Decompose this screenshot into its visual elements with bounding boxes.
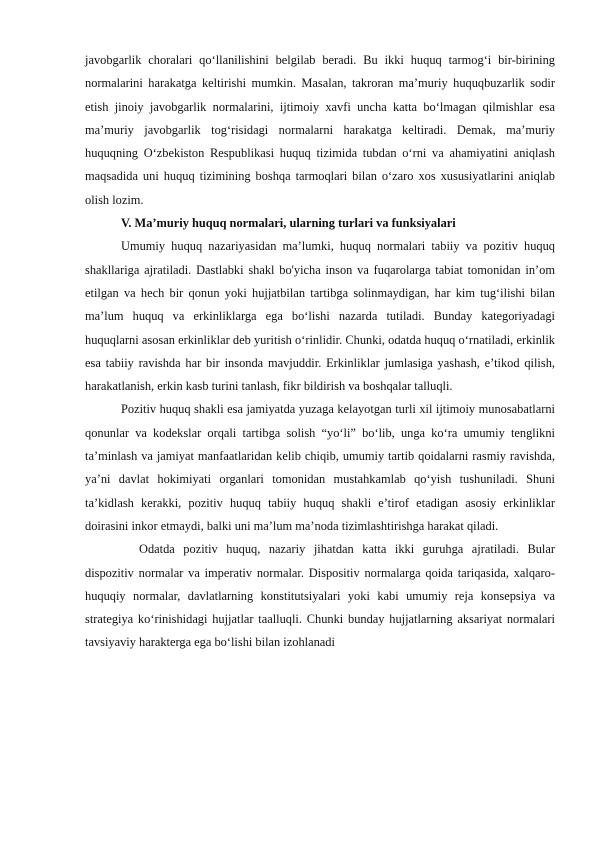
paragraph-positive-law: Pozitiv huquq shakli esa jamiyatda yuzaga kelayotgan turli xil ijtimoiy munosabatlarni qonunlar va kodekslar orqali tartibga solish “yo‘li” bo‘lib, unga ko‘ra umumiy tenglikni ta’minlash va jamiyat manfaatlaridan kelib chiqib, umumiy tartib qoidalarni rasmiy ravishda, ya’ni davlat hokimiyati organlari tomonidan mustahkamlab qo‘yish tushuniladi. Shuni ta’kidlash kerakki, pozitiv huquq tabiiy huquq shakli e’tirof etadigan asosiy erkinliklar doirasini inkor etmaydi, balki uni ma’lum ma’noda tizimlashtirishga harakat qiladi. xyxy=(85,402,555,533)
document-page xyxy=(85,49,555,655)
paragraph-continuation: javobgarlik choralari qo‘llanilishini belgilab beradi. Bu ikki huquq tarmog‘i bir-birining normalarini harakatga keltirishi mumkin. Masalan, takroran ma’muriy huquqbuzarlik sodir etish jinoiy javobgarlik normalarini, ijtimoiy xavfi uncha katta bo‘lmagan qilmishlar esa ma’muriy javobgarlik tog‘risidagi normalarni harakatga keltiradi. Demak, ma’muriy huquqning O‘zbekiston Respublikasi huquq tizimida tubdan o‘rni va ahamiyatini aniqlash maqsadida uni huquq tizimining boshqa tarmoqlari bilan o‘zaro xos xususiyatlarini aniqlab olish lozim. xyxy=(85,53,555,207)
paragraph-norm-groups: Odatda pozitiv huquq, nazariy jihatdan katta ikki guruhga ajratiladi. Bular dispozitiv normalar va imperativ normalar. Dispositiv normalarga qoida tariqasida, xalqaro-huquqiy normalar, davlatlarning konstitutsiyalari yoki kabi umumiy reja konsepsiya va strategiya ko‘rinishidagi hujjatlar taalluqli. Chunki bunday hujjatlarning aksariyat normalari tavsiyaviy harakterga ega bo‘lishi bilan izohlanadi xyxy=(85,542,555,650)
paragraph-natural-law: Umumiy huquq nazariyasidan ma’lumki, huquq normalari tabiiy va pozitiv huquq shakllariga ajratiladi. Dastlabki shakl bo'yicha inson va fuqarolarga tabiat tomonidan in’om etilgan va hech bir qonun yoki hujjatbilan tartibga solinmaydigan, har kim tug‘ilishi bilan ma’lum huquq va erkinliklarga ega bo‘lishi nazarda tutiladi. Bunday kategoriyadagi huquqlarni asosan erkinliklar deb yuritish o‘rinlidir. Chunki, odatda huquq o‘rnatiladi, erkinlik esa tabiiy ravishda har bir insonda mavjuddir. Erkinliklar jumlasiga yashash, e’tikod qilish, harakatlanish, erkin kasb turini tanlash, fikr bildirish va boshqalar talluqli. xyxy=(85,239,555,394)
section-heading: V. Ma’muriy huquq normalari, ularning turlari va funksiyalari xyxy=(121,216,456,231)
